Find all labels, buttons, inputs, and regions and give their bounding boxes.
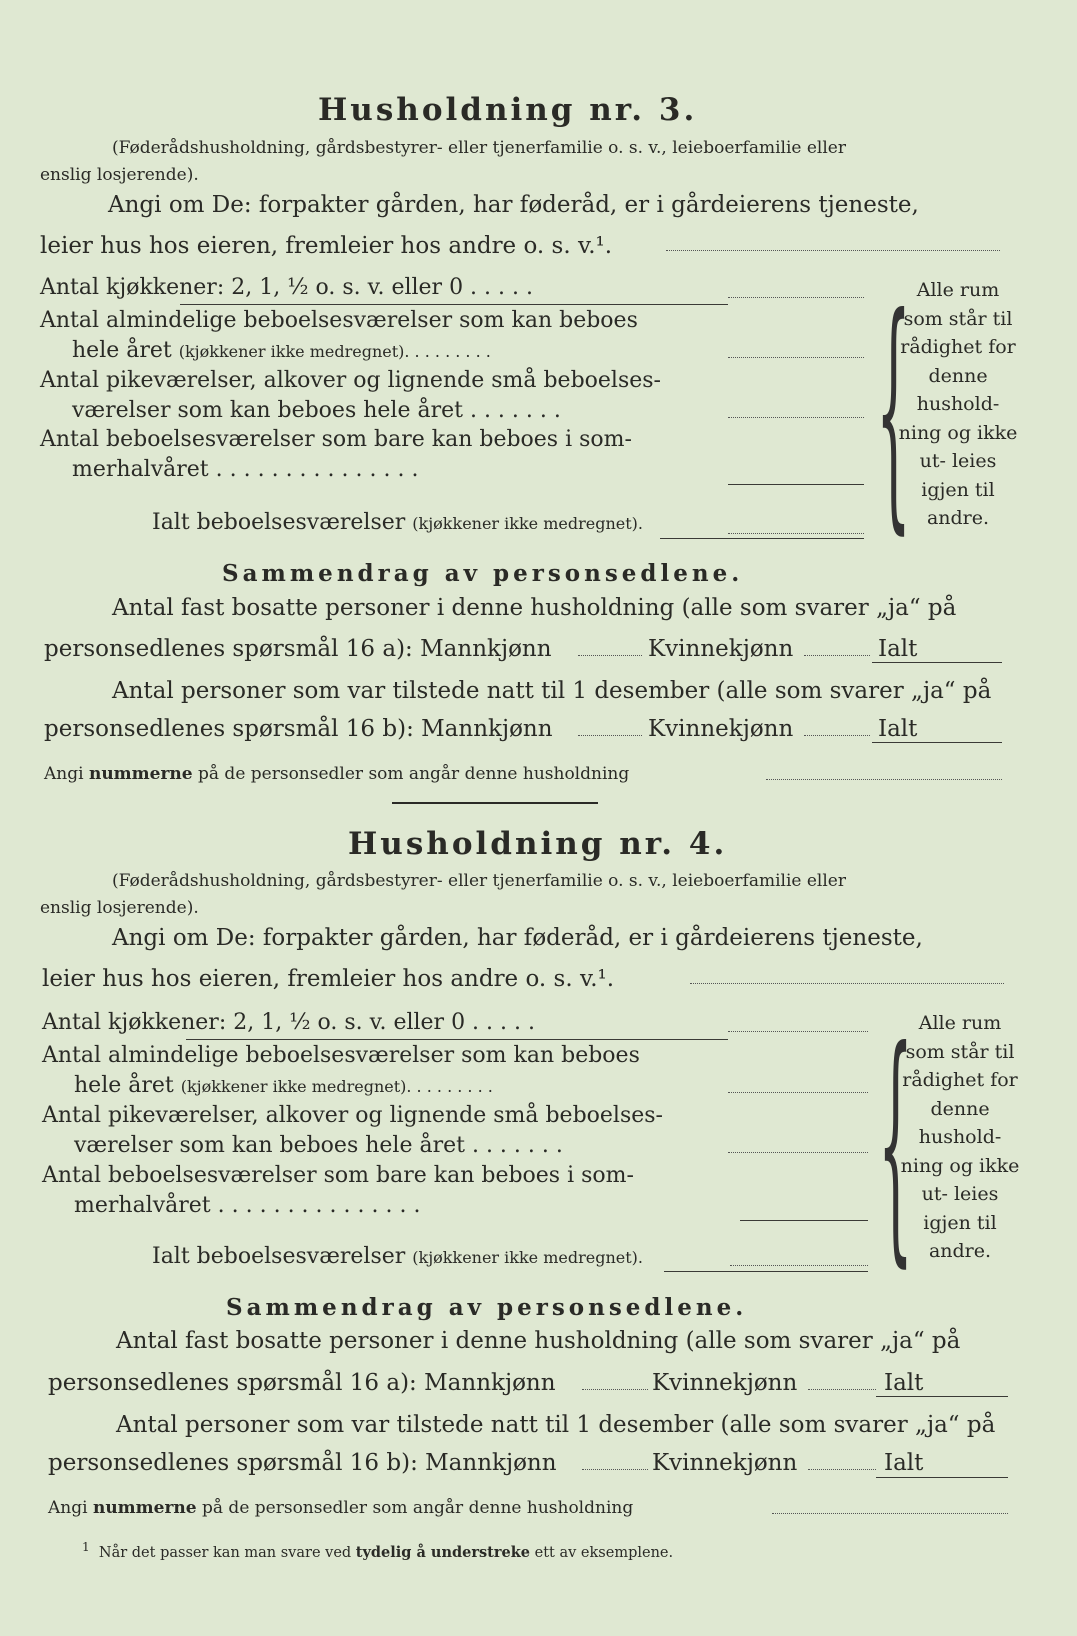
household-3-tilstede-kvinne-line (804, 735, 870, 736)
household-3-nummer-a: Angi (44, 764, 89, 784)
household-4-side-note: Alle rum som står til rådighet for denne hushold- ning og ikke ut- leies igjen til andre. (900, 1012, 1020, 1262)
household-3-fast-line1: Antal fast bosatte personer i denne husholdning (alle som svarer „ja“ på (112, 595, 957, 621)
household-3-total-underline (660, 538, 864, 539)
household-3-total-answer-line (728, 533, 864, 534)
household-3-angi-line2: leier hus hos eieren, fremleier hos andre o. s. v.¹. (40, 233, 613, 259)
household-3-tilstede-kvinne: Kvinnekjønn (648, 716, 794, 742)
household-4-fast-ialt: Ialt (884, 1370, 924, 1396)
household-3-summer-line2: merhalvåret . . . . . . . . . . . . . . . (72, 457, 419, 482)
household-4-summer-line1: Antal beboelsesværelser som bare kan beboes i som- (42, 1163, 634, 1188)
household-3-fast-line2: personsedlenes spørsmål 16 a): Mannkjønn (44, 636, 552, 662)
household-3-title: Husholdning nr. 3. (318, 92, 698, 128)
household-3-rooms-line1: Antal almindelige beboelsesværelser som kan beboes (40, 308, 638, 333)
household-4-fast-line1: Antal fast bosatte personer i denne husholdning (alle som svarer „ja“ på (116, 1328, 961, 1354)
household-3-angi-answer-line (666, 250, 1000, 251)
household-4-kitchens-underline (186, 1039, 728, 1040)
household-3-total-label: Ialt beboelsesværelser (152, 510, 413, 535)
footnote-text-b: tydelig å understreke (355, 1543, 531, 1561)
household-3-total-note: (kjøkkener ikke medregnet). (412, 514, 643, 533)
household-4-nummer-c: på de personsedler som angår denne husholdning (196, 1498, 634, 1518)
household-3-fast-kvinne: Kvinnekjønn (648, 636, 794, 662)
household-3-tilstede-ialt-line (872, 742, 1002, 743)
household-3-fast-kvinne-line (804, 655, 870, 656)
household-4-summer-line2: merhalvåret . . . . . . . . . . . . . . . (74, 1193, 421, 1218)
household-3-brace: { (876, 264, 911, 555)
household-4-total-label: Ialt beboelsesværelser (152, 1244, 413, 1269)
household-4-tilstede-ialt: Ialt (884, 1450, 924, 1476)
household-3-nummer-c: på de personsedler som angår denne husholdning (192, 764, 630, 784)
household-4-total-note: (kjøkkener ikke medregnet). (412, 1248, 643, 1267)
household-4-fast-kvinne-line (808, 1389, 876, 1390)
household-4-nummer-b: nummerne (92, 1498, 197, 1518)
footnote-mark: 1 (82, 1540, 90, 1554)
household-4-note-line2: enslig losjerende). (40, 898, 199, 918)
household-3-kitchens-answer-line (728, 297, 864, 298)
household-4-tilstede-kvinne-line (808, 1469, 876, 1470)
household-4-tilstede-kvinne: Kvinnekjønn (652, 1450, 798, 1476)
household-4-total-answer-line (730, 1265, 868, 1266)
household-3-note-line2: enslig losjerende). (40, 165, 199, 185)
household-3-fast-ialt-line (872, 662, 1002, 663)
household-4-summer-answer-line (740, 1220, 868, 1221)
household-4-total-underline (664, 1271, 868, 1272)
household-3-maid-answer-line (728, 417, 864, 418)
household-3-tilstede-line1: Antal personer som var tilstede natt til 1 desember (alle som svarer „ja“ på (112, 678, 992, 704)
household-4-brace: { (878, 997, 913, 1288)
household-4-rooms-answer-line (728, 1092, 868, 1093)
household-3-maid-line1: Antal pikeværelser, alkover og lignende små beboelses- (40, 368, 661, 393)
household-4-summary-heading: Sammendrag av personsedlene. (226, 1294, 748, 1321)
household-4-nummer-a: Angi (48, 1498, 93, 1518)
household-4-maid-answer-line (728, 1152, 868, 1153)
household-4-maid-line2: værelser som kan beboes hele året . . . . . . . (74, 1133, 563, 1158)
household-3-rooms-line2b: (kjøkkener ikke medregnet). . . . . . . . . (178, 342, 491, 361)
household-4-fast-line2: personsedlenes spørsmål 16 a): Mannkjønn (48, 1370, 556, 1396)
household-3-summer-line1: Antal beboelsesværelser som bare kan beboes i som- (40, 427, 632, 452)
household-4-angi-answer-line (690, 983, 1004, 984)
household-4-kitchens-answer-line (728, 1031, 868, 1032)
section-divider (392, 802, 598, 804)
household-3-note-line1: (Føderådshusholdning, gårdsbestyrer- eller tjenerfamilie o. s. v., leieboerfamilie eller (112, 138, 846, 158)
household-3-fast-ialt: Ialt (878, 636, 918, 662)
household-4-tilstede-ialt-line (876, 1477, 1008, 1478)
household-4-tilstede-line2: personsedlenes spørsmål 16 b): Mannkjønn (48, 1450, 557, 1476)
household-4-rooms-line2b: (kjøkkener ikke medregnet). . . . . . . . . (180, 1077, 493, 1096)
household-4-rooms-line2a: hele året (74, 1073, 181, 1098)
household-3-summer-answer-line (728, 484, 864, 485)
household-3-nummer-answer-line (766, 779, 1002, 780)
household-3-summary-heading: Sammendrag av personsedlene. (222, 560, 744, 587)
footnote-text-c: ett av eksemplene. (530, 1544, 674, 1561)
household-4-angi-line1: Angi om De: forpakter gården, har føderåd, er i gårdeierens tjeneste, (112, 925, 923, 951)
household-4-title: Husholdning nr. 4. (348, 826, 728, 862)
household-4-angi-line2: leier hus hos eieren, fremleier hos andre o. s. v.¹. (42, 966, 615, 992)
household-4-note-line1: (Føderådshusholdning, gårdsbestyrer- eller tjenerfamilie o. s. v., leieboerfamilie eller (112, 871, 846, 891)
household-3-kitchens: Antal kjøkkener: 2, 1, ½ o. s. v. eller 0 . . . . . (40, 275, 533, 300)
household-4-fast-ialt-line (876, 1396, 1008, 1397)
household-4-maid-line1: Antal pikeværelser, alkover og lignende små beboelses- (42, 1103, 663, 1128)
household-3-angi-line1: Angi om De: forpakter gården, har føderåd, er i gårdeierens tjeneste, (108, 192, 919, 218)
household-4-rooms-line1: Antal almindelige beboelsesværelser som kan beboes (42, 1043, 640, 1068)
household-3-rooms-line2a: hele året (72, 338, 179, 363)
household-4-tilstede-mann-line (582, 1469, 648, 1470)
household-4-kitchens: Antal kjøkkener: 2, 1, ½ o. s. v. eller 0 . . . . . (42, 1010, 535, 1035)
household-3-side-note: Alle rum som står til rådighet for denne hushold- ning og ikke ut- leies igjen til andre. (898, 279, 1018, 529)
household-3-nummer-b: nummerne (88, 764, 193, 784)
household-3-fast-mann-line (578, 655, 642, 656)
household-3-tilstede-mann-line (578, 735, 642, 736)
household-4-nummer-answer-line (772, 1513, 1008, 1514)
household-4-fast-mann-line (582, 1389, 648, 1390)
household-4-fast-kvinne: Kvinnekjønn (652, 1370, 798, 1396)
household-3-rooms-answer-line (728, 357, 864, 358)
household-3-kitchens-underline (180, 304, 728, 305)
household-3-maid-line2: værelser som kan beboes hele året . . . . . . . (72, 398, 561, 423)
household-3-tilstede-ialt: Ialt (878, 716, 918, 742)
footnote-text-a: Når det passer kan man svare ved (98, 1544, 356, 1561)
household-3-tilstede-line2: personsedlenes spørsmål 16 b): Mannkjønn (44, 716, 553, 742)
household-4-tilstede-line1: Antal personer som var tilstede natt til 1 desember (alle som svarer „ja“ på (116, 1412, 996, 1438)
